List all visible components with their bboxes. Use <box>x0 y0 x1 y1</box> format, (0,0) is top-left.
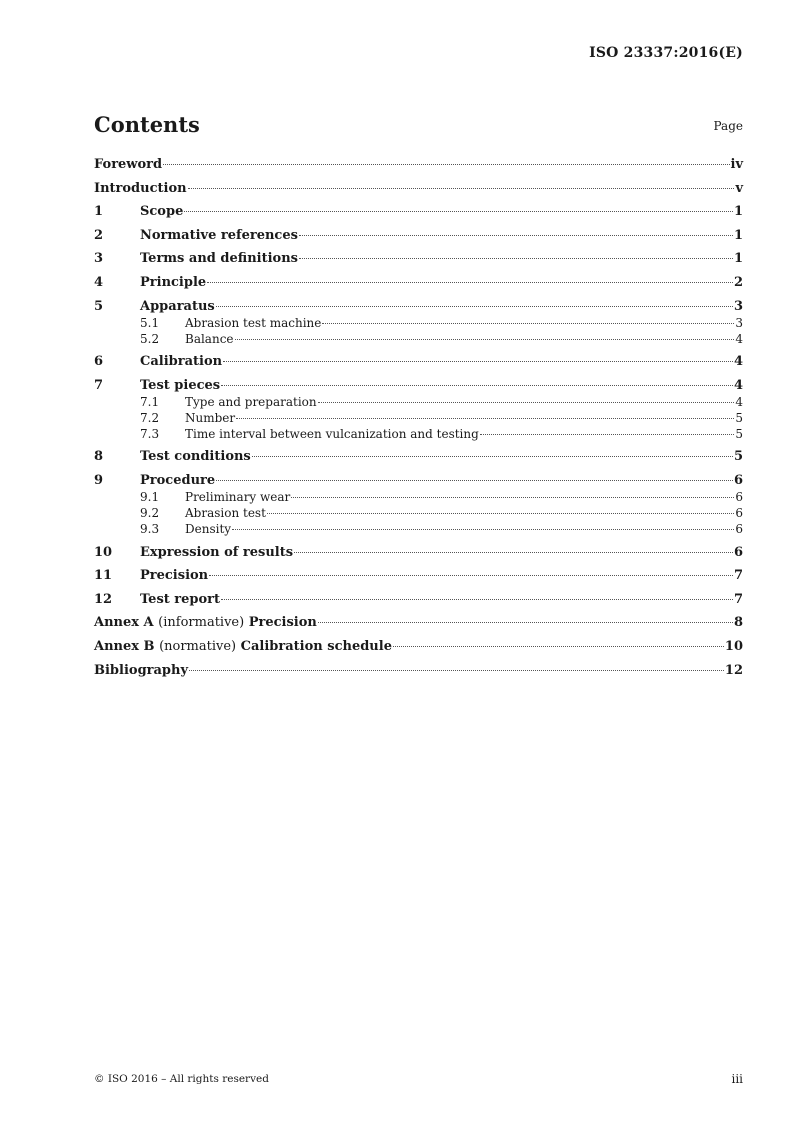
toc-number: 7.2 <box>140 410 160 425</box>
dot-leader <box>188 188 735 189</box>
toc-entry-foreword[interactable] <box>94 156 743 173</box>
toc-entry-preliminary-wear[interactable] <box>94 489 743 505</box>
dot-leader <box>232 529 734 530</box>
toc-page: 4 <box>733 354 743 370</box>
toc-number: 11 <box>94 568 113 584</box>
toc-label: Precision <box>248 615 317 631</box>
toc-number: 5.1 <box>140 315 160 330</box>
toc-label: Procedure <box>140 472 216 488</box>
toc-number: 5.2 <box>140 331 160 346</box>
dot-leader <box>291 497 734 498</box>
dot-leader <box>480 434 735 435</box>
toc-page: 7 <box>733 591 743 607</box>
toc-page: 6 <box>735 505 743 520</box>
dot-leader <box>393 646 724 647</box>
toc-label: Foreword <box>94 157 163 172</box>
document-identifier: ISO 23337:2016(E) <box>589 45 743 61</box>
toc-number: 4 <box>94 274 104 290</box>
dot-leader <box>322 323 734 324</box>
toc-number: 9 <box>94 472 104 488</box>
toc-label: Scope <box>140 204 184 220</box>
toc-entry-time-interval[interactable] <box>94 426 743 442</box>
toc-page: 8 <box>733 615 743 631</box>
dot-leader <box>221 599 733 600</box>
page-column-label: Page <box>713 119 743 133</box>
toc-page: 1 <box>733 251 743 267</box>
dot-leader <box>207 282 733 283</box>
toc-entry-type-and-preparation[interactable] <box>94 394 743 410</box>
toc-entry-expression-of-results[interactable] <box>94 544 743 561</box>
toc-number: 7.3 <box>140 426 160 441</box>
dot-leader <box>184 211 733 212</box>
dot-leader <box>216 480 733 481</box>
annex-type: (normative) <box>159 638 237 654</box>
toc-label: Test conditions <box>140 449 251 465</box>
toc-page: 1 <box>733 204 743 220</box>
toc-entry-abrasion-test[interactable] <box>94 505 743 521</box>
toc-page: 4 <box>733 377 743 393</box>
toc-label: Terms and definitions <box>140 251 298 267</box>
toc-label: Precision <box>140 568 209 584</box>
toc-label: Type and preparation <box>185 394 317 409</box>
annex-type: (informative) <box>158 615 245 631</box>
toc-label: Introduction <box>94 180 187 196</box>
toc-label: Calibration schedule <box>240 638 392 654</box>
toc-page: 5 <box>733 449 743 465</box>
toc-number: 9.3 <box>140 521 160 536</box>
toc-number: 9.2 <box>140 505 160 520</box>
dot-leader <box>252 456 733 457</box>
toc-page: 10 <box>724 638 743 654</box>
toc-label: Time interval between vulcanization and testing <box>185 426 479 441</box>
toc-number: 7.1 <box>140 394 160 409</box>
toc-entry-test-conditions[interactable] <box>94 448 743 465</box>
toc-label: Apparatus <box>140 298 215 314</box>
dot-leader <box>318 402 735 403</box>
toc-page: 6 <box>733 472 743 488</box>
table-of-contents <box>94 156 743 679</box>
toc-page: iv <box>730 157 743 172</box>
toc-number: 7 <box>94 377 104 393</box>
toc-entry-introduction[interactable] <box>94 180 743 197</box>
toc-entry-precision[interactable] <box>94 567 743 584</box>
toc-entry-abrasion-test-machine[interactable] <box>94 315 743 331</box>
toc-entry-balance[interactable] <box>94 331 743 347</box>
annex-prefix: Annex A <box>94 615 154 631</box>
toc-page: 6 <box>733 544 743 560</box>
toc-page: 7 <box>733 568 743 584</box>
dot-leader <box>299 258 733 259</box>
toc-entry-principle[interactable] <box>94 274 743 291</box>
toc-label: Density <box>185 521 232 536</box>
toc-entry-apparatus[interactable] <box>94 298 743 315</box>
toc-label: Calibration <box>140 354 223 370</box>
toc-entry-scope[interactable] <box>94 203 743 220</box>
toc-page: 3 <box>733 298 743 314</box>
toc-number: 10 <box>94 544 113 560</box>
toc-entry-density[interactable] <box>94 521 743 537</box>
toc-page: 2 <box>733 274 743 290</box>
toc-page: 5 <box>735 410 743 425</box>
dot-leader <box>294 552 733 553</box>
toc-page: 6 <box>735 521 743 536</box>
toc-number: 12 <box>94 591 113 607</box>
dot-leader <box>209 575 733 576</box>
toc-number: 3 <box>94 251 104 267</box>
toc-label: Principle <box>140 274 207 290</box>
toc-page: 4 <box>735 331 743 346</box>
copyright-notice: © ISO 2016 – All rights reserved <box>94 1073 269 1085</box>
toc-label: Test pieces <box>140 377 221 393</box>
toc-label: Expression of results <box>140 544 294 560</box>
dot-leader <box>189 670 724 671</box>
toc-page: 6 <box>735 489 743 504</box>
toc-entry-bibliography[interactable] <box>94 662 743 679</box>
toc-entry-annex-a[interactable] <box>94 614 743 631</box>
toc-entry-annex-b[interactable] <box>94 638 743 655</box>
toc-label: Test report <box>140 591 221 607</box>
page-number: iii <box>731 1072 743 1086</box>
dot-leader <box>235 339 735 340</box>
toc-label: Normative references <box>140 227 298 243</box>
toc-page: 1 <box>733 227 743 243</box>
toc-page: 3 <box>735 315 743 330</box>
toc-page: 12 <box>724 662 743 678</box>
dot-leader <box>216 306 733 307</box>
toc-number: 5 <box>94 298 104 314</box>
toc-number: 2 <box>94 227 104 243</box>
dot-leader <box>223 361 733 362</box>
dot-leader <box>236 418 734 419</box>
dot-leader <box>163 164 729 165</box>
toc-label: Abrasion test <box>185 505 266 520</box>
toc-number: 8 <box>94 449 104 465</box>
toc-number: 9.1 <box>140 489 160 504</box>
toc-page: 4 <box>735 394 743 409</box>
toc-entry-test-pieces[interactable] <box>94 377 743 394</box>
toc-label: Number <box>185 410 236 425</box>
toc-label: Abrasion test machine <box>185 315 322 330</box>
toc-label: Balance <box>185 331 234 346</box>
dot-leader <box>221 385 733 386</box>
dot-leader <box>318 622 733 623</box>
toc-page: 5 <box>735 426 743 441</box>
contents-heading: Contents <box>94 112 200 137</box>
dot-leader <box>299 235 733 236</box>
toc-page: v <box>735 180 743 196</box>
dot-leader <box>267 513 734 514</box>
toc-entry-procedure[interactable] <box>94 472 743 489</box>
toc-entry-test-report[interactable] <box>94 591 743 608</box>
toc-number: 6 <box>94 354 104 370</box>
toc-label: Preliminary wear <box>185 489 291 504</box>
toc-entry-terms-and-definitions[interactable] <box>94 250 743 267</box>
toc-entry-normative-references[interactable] <box>94 227 743 244</box>
toc-label: Bibliography <box>94 662 189 678</box>
annex-prefix: Annex B <box>94 638 155 654</box>
toc-entry-calibration[interactable] <box>94 353 743 370</box>
toc-entry-number[interactable] <box>94 410 743 426</box>
toc-number: 1 <box>94 204 104 220</box>
